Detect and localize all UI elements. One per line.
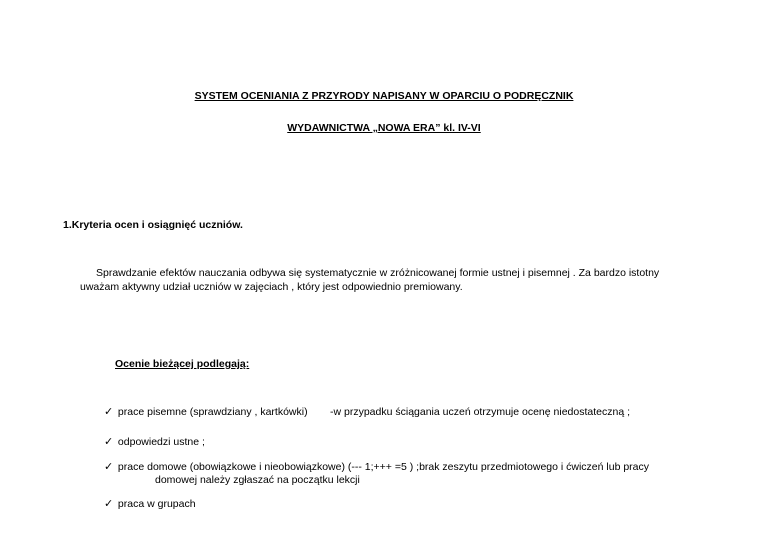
document-title: SYSTEM OCENIANIA Z PRZYRODY NAPISANY W OPARCIU O PODRĘCZNIK bbox=[194, 90, 574, 102]
list-item-text: praca w grupach bbox=[117, 498, 196, 510]
list-item-note: -w przypadku ściągania uczeń otrzymuje ocenę niedostateczną ; bbox=[330, 406, 630, 418]
checkmark-icon: ✓ bbox=[104, 498, 114, 510]
list-item-text: odpowiedzi ustne ; bbox=[117, 436, 205, 448]
list-item-text: prace domowe (obowiązkowe i nieobowiązkowe) (--- 1;+++ =5 ) ;brak zeszytu przedmiotowego i ćwiczeń lub pracy bbox=[117, 461, 649, 473]
list-item-continuation: domowej należy zgłaszać na początku lekcji bbox=[155, 474, 360, 486]
list-heading: Ocenie bieżącej podlegają: bbox=[115, 358, 250, 370]
list-item bbox=[104, 498, 196, 511]
list-item bbox=[104, 406, 308, 419]
checkmark-icon: ✓ bbox=[104, 436, 114, 448]
document-subtitle: WYDAWNICTWA „NOWA ERA” kl. IV-VI bbox=[287, 122, 481, 134]
checkmark-icon: ✓ bbox=[104, 461, 114, 473]
list-item bbox=[104, 461, 649, 474]
paragraph-line: uważam aktywny udział uczniów w zajęciach , który jest odpowiednio premiowany. bbox=[80, 281, 463, 293]
checkmark-icon: ✓ bbox=[104, 406, 114, 418]
list-item bbox=[104, 436, 205, 449]
paragraph-line: Sprawdzanie efektów nauczania odbywa się systematycznie w zróżnicowanej formie ustnej i pisemnej . Za bardzo istotny bbox=[96, 267, 660, 279]
section-heading: 1.Kryteria ocen i osiągnięć uczniów. bbox=[63, 219, 243, 231]
list-item-text: prace pisemne (sprawdziany , kartkówki) bbox=[117, 406, 308, 418]
